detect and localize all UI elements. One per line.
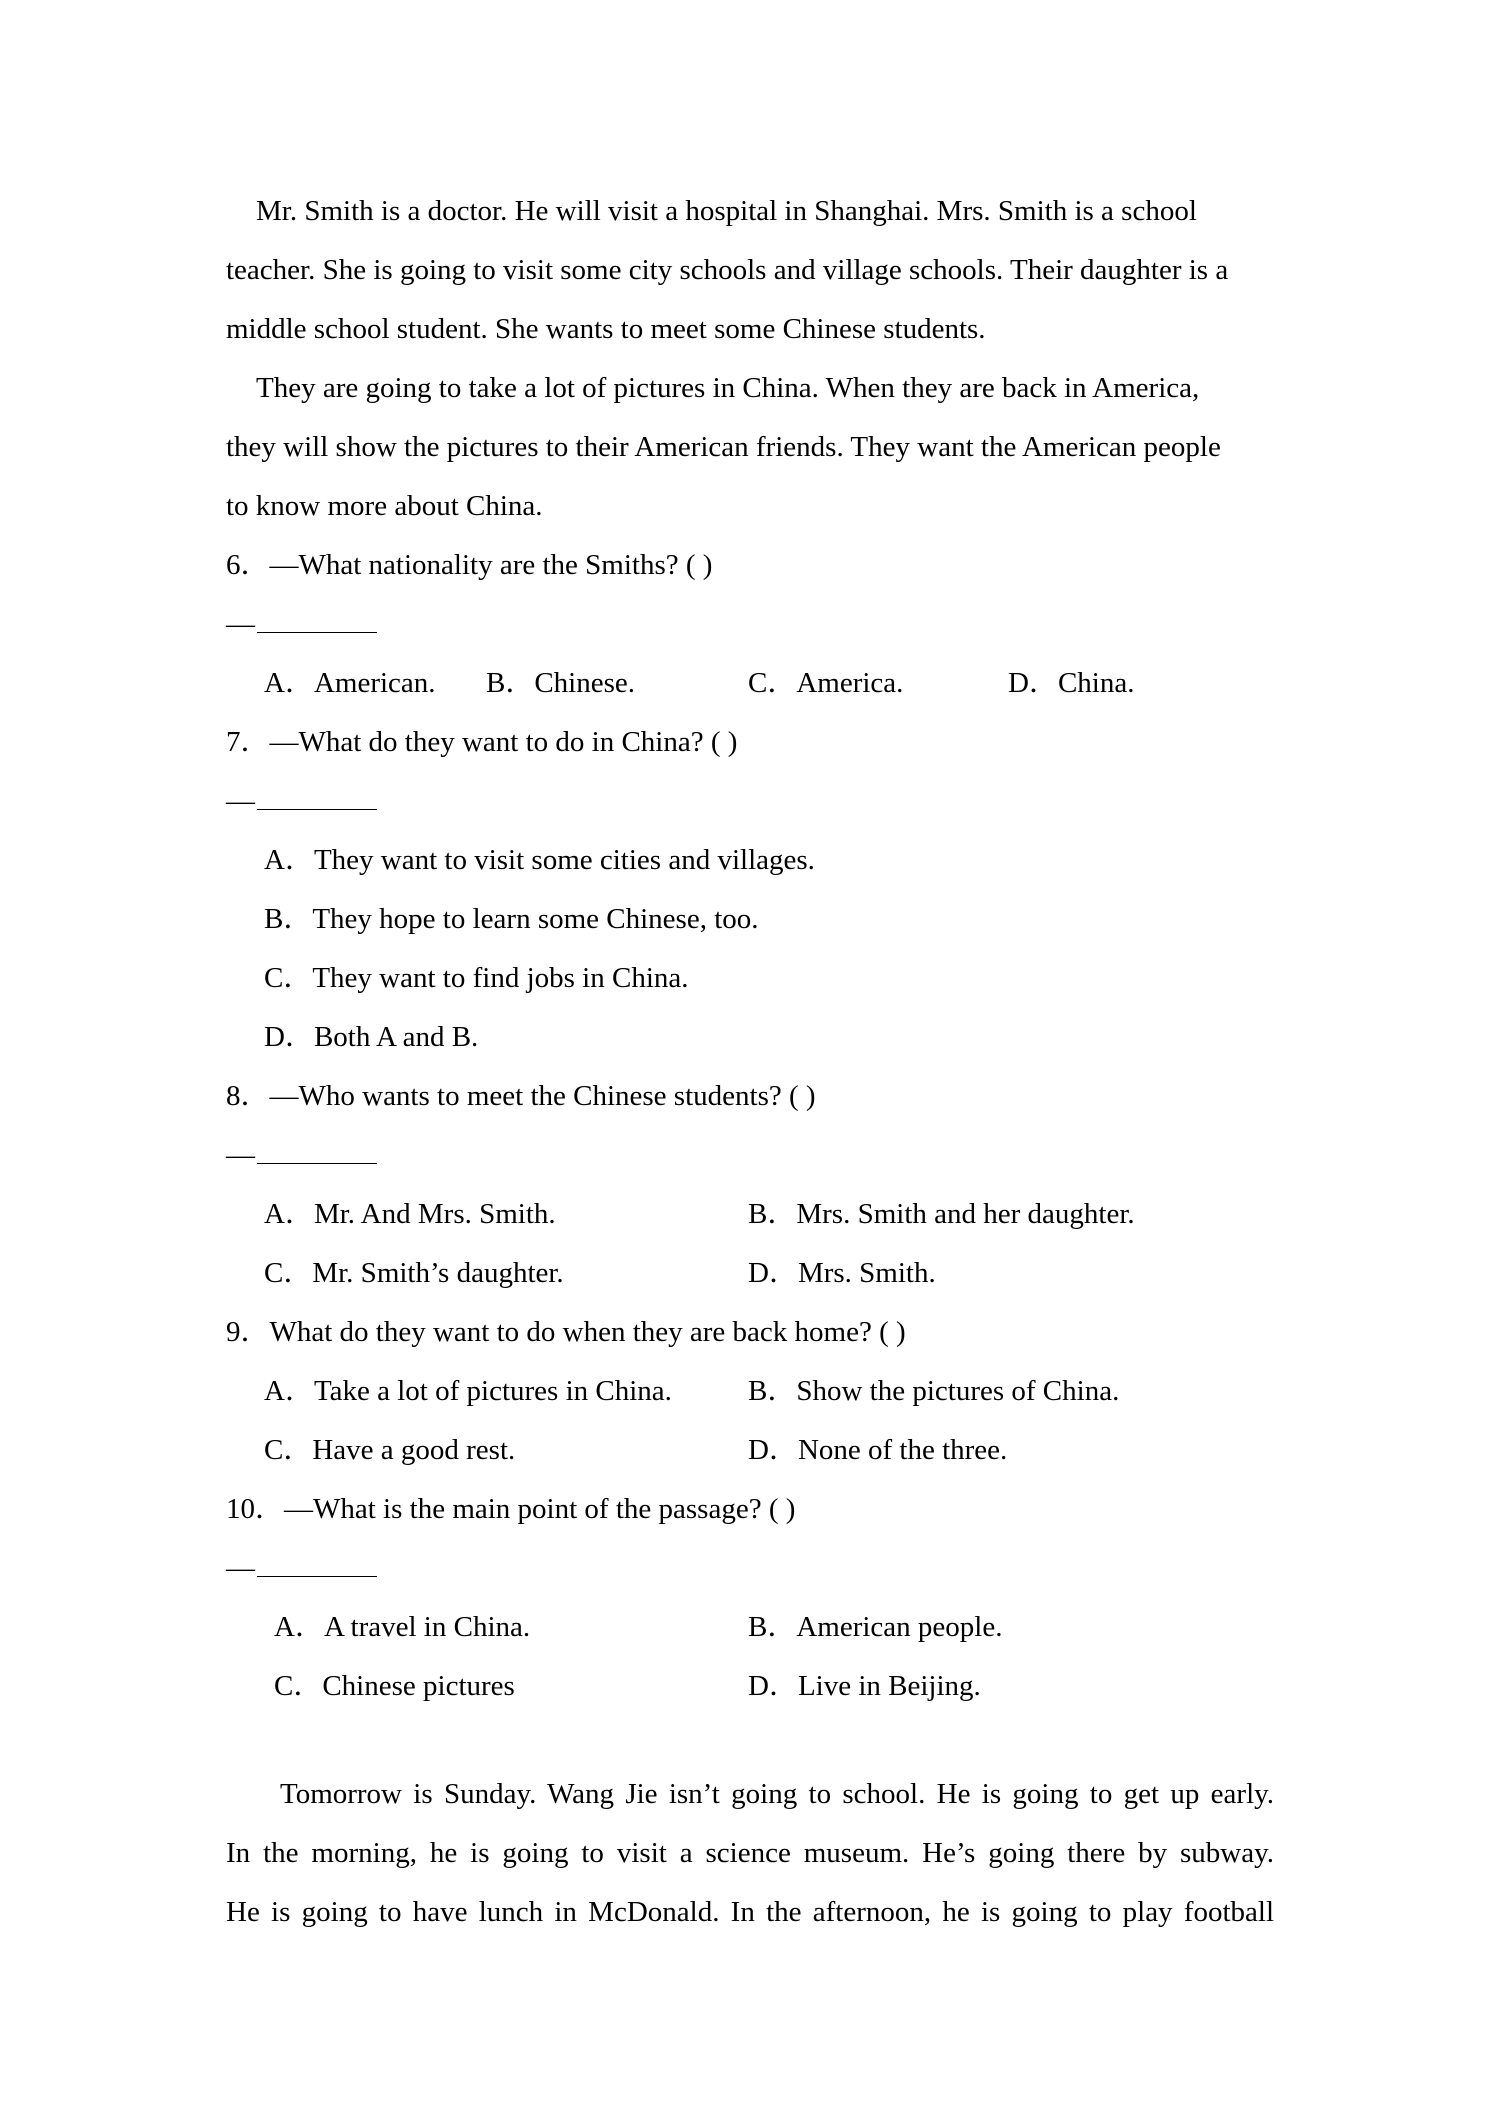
option-b[interactable]: B．Chinese.: [486, 667, 636, 699]
option-a[interactable]: A．Take a lot of pictures in China.: [264, 1375, 672, 1407]
option-d[interactable]: D．Both A and B.: [264, 1021, 479, 1053]
answer-blank[interactable]: —: [226, 595, 377, 654]
answer-blank[interactable]: —: [226, 772, 377, 831]
option-d[interactable]: D．None of the three.: [748, 1434, 1008, 1466]
option-d[interactable]: D．China.: [1008, 667, 1135, 699]
option-c[interactable]: C．They want to find jobs in China.: [264, 962, 689, 994]
passage-line: He is going to have lunch in McDonald. In the afternoon, he is going to play football: [226, 1896, 1274, 1928]
answer-blank[interactable]: —: [226, 1126, 377, 1185]
passage-line: they will show the pictures to their American friends. They want the American people: [226, 431, 1221, 463]
option-c[interactable]: C．Chinese pictures: [274, 1670, 515, 1702]
passage-line: Mr. Smith is a doctor. He will visit a hospital in Shanghai. Mrs. Smith is a school: [256, 195, 1197, 227]
question-stem: 9．What do they want to do when they are back home? ( ): [226, 1316, 906, 1348]
option-c[interactable]: C．America.: [748, 667, 904, 699]
passage-line: middle school student. She wants to meet some Chinese students.: [226, 313, 986, 345]
option-b[interactable]: B．American people.: [748, 1611, 1003, 1643]
option-b[interactable]: B．Mrs. Smith and her daughter.: [748, 1198, 1135, 1230]
option-c[interactable]: C．Have a good rest.: [264, 1434, 516, 1466]
passage-line: In the morning, he is going to visit a science museum. He’s going there by subway.: [226, 1837, 1274, 1869]
question-stem: 10．—What is the main point of the passage? ( ): [226, 1493, 796, 1525]
option-a[interactable]: A．American.: [264, 667, 436, 699]
option-a[interactable]: A．They want to visit some cities and villages.: [264, 844, 815, 876]
passage-line: to know more about China.: [226, 490, 543, 522]
answer-blank[interactable]: —: [226, 1539, 377, 1598]
option-b[interactable]: B．They hope to learn some Chinese, too.: [264, 903, 759, 935]
question-stem: 8．—Who wants to meet the Chinese students? ( ): [226, 1080, 816, 1112]
option-c[interactable]: C．Mr. Smith’s daughter.: [264, 1257, 564, 1289]
option-b[interactable]: B．Show the pictures of China.: [748, 1375, 1120, 1407]
passage-line: Tomorrow is Sunday. Wang Jie isn’t going to school. He is going to get up early.: [280, 1778, 1274, 1810]
passage-line: They are going to take a lot of pictures in China. When they are back in America,: [256, 372, 1200, 404]
option-a[interactable]: A．A travel in China.: [274, 1611, 531, 1643]
option-d[interactable]: D．Mrs. Smith.: [748, 1257, 936, 1289]
passage-line: teacher. She is going to visit some city schools and village schools. Their daughter is a: [226, 254, 1229, 286]
option-d[interactable]: D．Live in Beijing.: [748, 1670, 981, 1702]
option-a[interactable]: A．Mr. And Mrs. Smith.: [264, 1198, 556, 1230]
question-stem: 7．—What do they want to do in China? ( ): [226, 726, 738, 758]
question-stem: 6．—What nationality are the Smiths? ( ): [226, 549, 713, 581]
